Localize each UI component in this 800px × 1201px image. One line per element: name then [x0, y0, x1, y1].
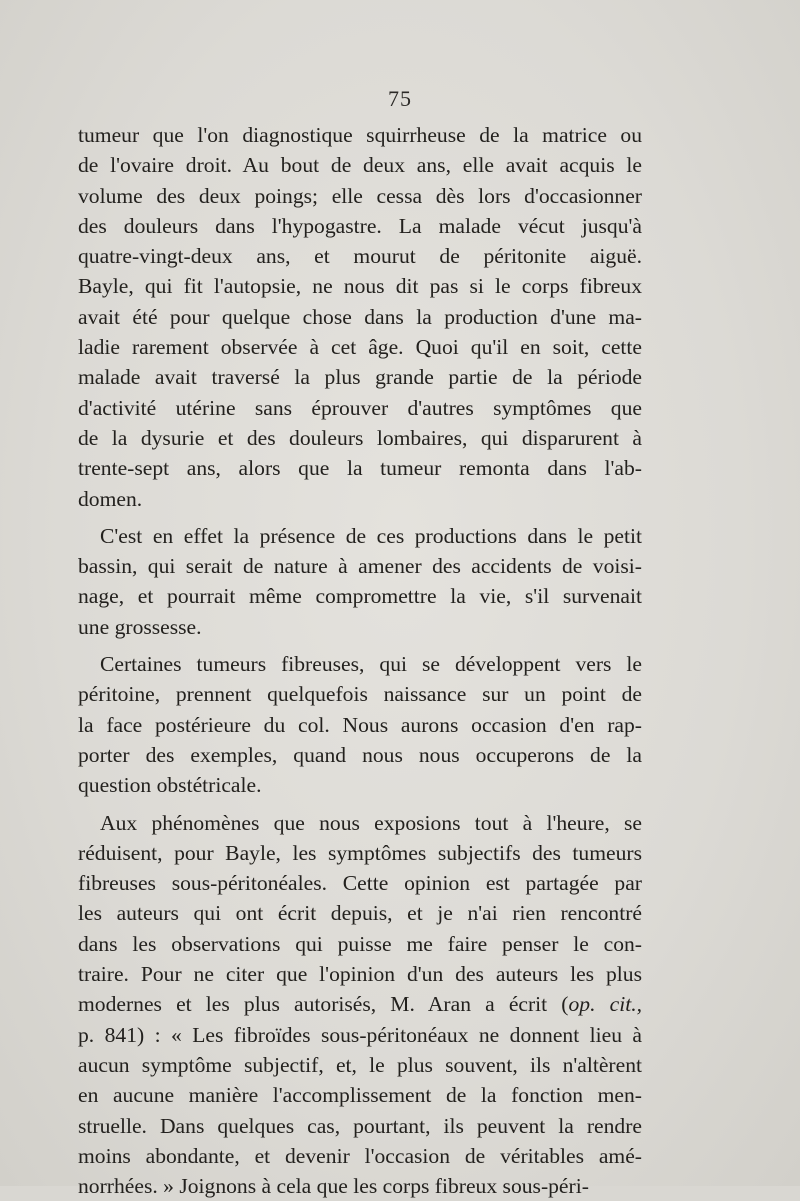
text-line: porter des exemples, quand nous nous occuperons de la — [78, 742, 642, 767]
text-line: Certaines tumeurs fibreuses, qui se développent vers le — [100, 652, 642, 677]
body-text — [78, 120, 642, 1201]
text-line: C'est en effet la présence de ces productions dans le petit — [100, 523, 642, 548]
text-line: bassin, qui serait de nature à amener des accidents de voisi- — [78, 554, 642, 579]
text-line: quatre-vingt-deux ans, et mourut de péritonite aiguë. — [78, 244, 642, 269]
text-line: aucun symptôme subjectif, et, le plus souvent, ils n'altèrent — [78, 1052, 642, 1077]
text-line: modernes et les plus autorisés, M. Aran a écrit (op. cit., — [78, 992, 642, 1017]
text-line: volume des deux poings; elle cessa dès lors d'occasionner — [78, 183, 642, 208]
text-line: la face postérieure du col. Nous aurons occasion d'en rap- — [78, 712, 642, 737]
text-line: Aux phénomènes que nous exposions tout à l'heure, se — [100, 810, 642, 835]
text-line: péritoine, prennent quelquefois naissance sur un point de — [78, 682, 642, 707]
text-line: des douleurs dans l'hypogastre. La malade vécut jusqu'à — [78, 213, 642, 238]
text-line: Bayle, qui fit l'autopsie, ne nous dit pas si le corps fibreux — [78, 274, 642, 299]
text-line: d'activité utérine sans éprouver d'autres symptômes que — [78, 395, 642, 420]
text-line: malade avait traversé la plus grande partie de la période — [78, 365, 642, 390]
text-line: de la dysurie et des douleurs lombaires, qui disparurent à — [78, 425, 642, 450]
text-line: domen. — [78, 486, 143, 511]
paragraph-gap — [78, 801, 642, 808]
text-line: question obstétricale. — [78, 773, 262, 798]
text-line: une grossesse. — [78, 614, 202, 639]
text-line: en aucune manière l'accomplissement de la fonction men- — [78, 1083, 642, 1108]
page-number: 75 — [388, 86, 412, 111]
text-line: réduisent, pour Bayle, les symptômes subjectifs des tumeurs — [78, 840, 642, 865]
text-line: struelle. Dans quelques cas, pourtant, ils peuvent la rendre — [78, 1113, 642, 1138]
text-line: fibreuses sous-péritonéales. Cette opinion est partagée par — [78, 871, 642, 896]
paragraph-gap — [78, 642, 642, 649]
text-line: dans les observations qui puisse me faire penser le con- — [78, 931, 642, 956]
citation-italic: op. cit., — [568, 992, 642, 1017]
text-line: p. 841) : « Les fibroïdes sous-péritonéaux ne donnent lieu à — [78, 1022, 642, 1047]
paragraph — [78, 521, 642, 642]
text-line: traire. Pour ne citer que l'opinion d'un des auteurs les plus — [78, 962, 642, 987]
text-line: tumeur que l'on diagnostique squirrheuse de la matrice ou — [78, 123, 642, 147]
text-line: avait été pour quelque chose dans la production d'une ma- — [78, 304, 642, 329]
text-line: trente-sept ans, alors que la tumeur remonta dans l'ab- — [78, 456, 642, 481]
text-line: norrhées. » Joignons à cela que les corps fibreux sous-péri- — [78, 1174, 589, 1199]
text-line: de l'ovaire droit. Au bout de deux ans, elle avait acquis le — [78, 153, 642, 178]
text-line: nage, et pourrait même compromettre la vie, s'il survenait — [78, 584, 642, 609]
text-line: ladie rarement observée à cet âge. Quoi qu'il en soit, cette — [78, 335, 642, 360]
paragraph — [78, 808, 642, 1201]
paragraph — [78, 649, 642, 800]
text-line: les auteurs qui ont écrit depuis, et je n'ai rien rencontré — [78, 901, 642, 926]
paragraph — [78, 120, 642, 514]
paragraph-gap — [78, 514, 642, 521]
text-line: moins abondante, et devenir l'occasion de véritables amé- — [78, 1143, 642, 1168]
